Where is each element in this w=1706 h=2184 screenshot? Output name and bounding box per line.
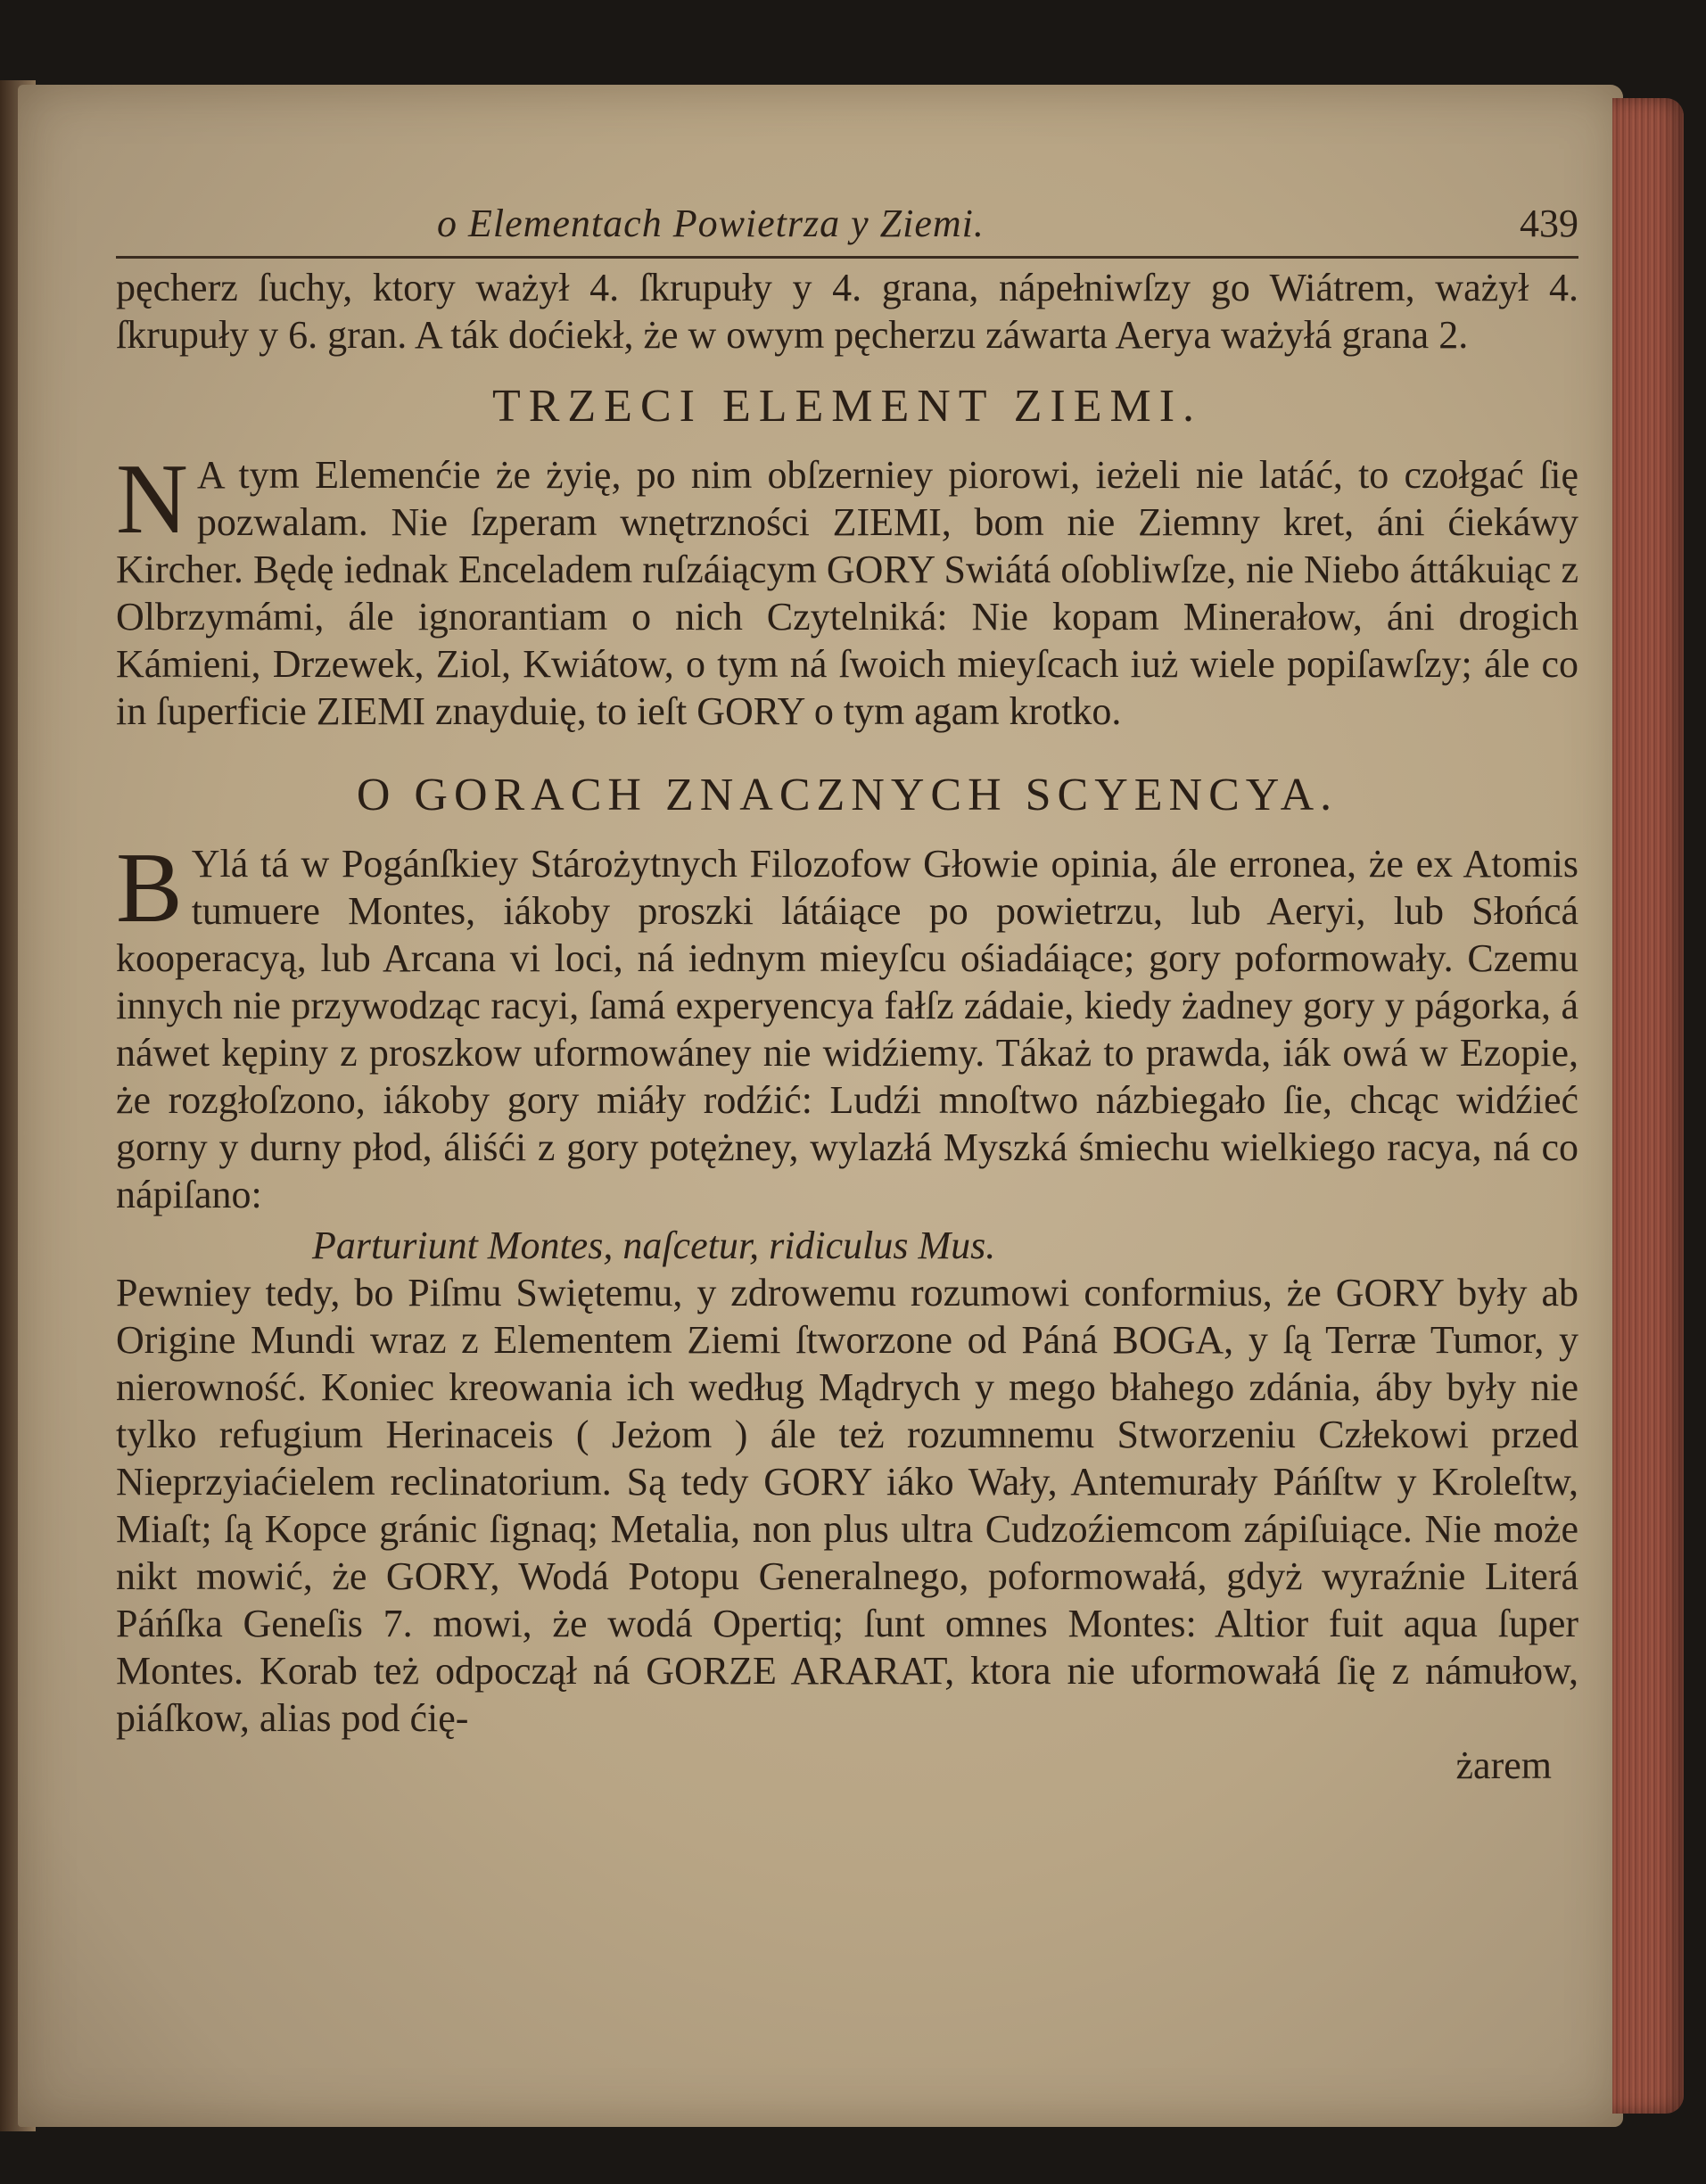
section1-paragraph [116, 444, 1578, 735]
running-head-title: o Elementach Powietrza y Ziemi. [437, 202, 985, 245]
header-rule [116, 256, 1578, 259]
section1-body: A tym Elemenćie że żyię, po nim obſzerniey piorowi, ieżeli nie latáć, to czołgać ſię pozwalam. Nie ſzperam wnętrzności ZIEMI, bom nie Ziemny kret, áni ćiekáwy Kircher. Będę iednak Enceladem ruſzáiącym GORY Swiátá oſobliwſze, nie Niebo áttákuiąc z Olbrzymámi, ále ignorantiam o nich Czytelniká: Nie kopam Minerałow, áni drogich Kámieni, Drzewek, Ziol, Kwiátow, o tym ná ſwoich mieyſcach iuż wiele popiſawſzy; ále co in ſuperficie ZIEMI znayduię, to ieſt GORY o tym agam krotko. [116, 453, 1578, 733]
section2-paragraph-2: Pewniey tedy, bo Piſmu Swiętemu, y zdrowemu rozumowi conformius, że GORY były ab Origine Mundi wraz z Elementem Ziemi ſtworzone od Páná BOGA, y ſą Terræ Tumor, y nierowność. Koniec kreowania ich według Mądrych y mego błahego zdánia, áby były nie tylko refugium Herinaceis ( Jeżom ) ále też rozumnemu Stworzeniu Człekowi przed Nieprzyiaćielem reclinatorium. Są tedy GORY iáko Wały, Antemurały Páńſtw y Kroleſtw, Miaſt; ſą Kopce gránic ſignaq; Metalia, non plus ultra Cudzoźiemcom zápiſuiące. Nie może nikt mowić, że GORY, Wodá Potopu Generalnego, poformowałá, gdyż wyraźnie Literá Páńſka Geneſis 7. mowi, że wodá Opertiq; ſunt omnes Montes: Altior fuit aqua ſuper Montes. Korab też odpoczął ná GORZE ARARAT, ktora nie uformowałá ſię z námułow, piáſkow, alias pod ćię- [116, 1271, 1578, 1740]
intro-paragraph: pęcherz ſuchy, ktory ważył 4. ſkrupuły y 4. grana, nápełniwſzy go Wiátrem, ważył 4. ſkrupuły y 6. gran. A ták doćiekł, że w owym pęcherzu záwarta Aerya ważyłá grana 2. [116, 266, 1578, 357]
section-heading-earth: TRZECI ELEMENT ZIEMI. [491, 381, 1203, 432]
section2-body: Ylá tá w Pogánſkiey Stárożytnych Filozofow Głowie opinia, ále erronea, że ex Atomis tumuere Montes, iákoby proszki látáiące po powietrzu, lub Aeryi, lub Słońcá kooperacyą, lub Arcana vi loci, ná iednym mieyſcu ośiadáiące; gory poformowały. Czemu innych nie przywodząc racyi, ſamá experyencya fałſz zádaie, kiedy żadney gory y págorka, á náwet kępiny z proszkow uformowáney nie widźiemy. Tákaż to prawda, iák owá w Ezopie, że rozgłoſzono, iákoby gory miáły rodźić: Ludźi mnoſtwo názbiegało ſie, chcąc widźieć gorny y durny płod, áliśći z gory potężney, wylazłá Myszká śmiechu wielkiego racya, ná co nápiſano: [116, 842, 1578, 1216]
page-text [116, 201, 1578, 1789]
page-number: 439 [1520, 202, 1578, 245]
catchword: żarem [1455, 1743, 1552, 1787]
section2-paragraph [116, 833, 1578, 1218]
drop-cap-b: B [116, 833, 183, 944]
latin-quote: Parturiunt Montes, naſcetur, ridiculus Mus. [312, 1224, 996, 1267]
running-head [116, 201, 1578, 256]
drop-cap-n: N [116, 444, 188, 555]
page-edges [1612, 98, 1684, 2114]
section-heading-mountains: O GORACH ZNACZNYCH SCYENCYA. [356, 770, 1339, 820]
